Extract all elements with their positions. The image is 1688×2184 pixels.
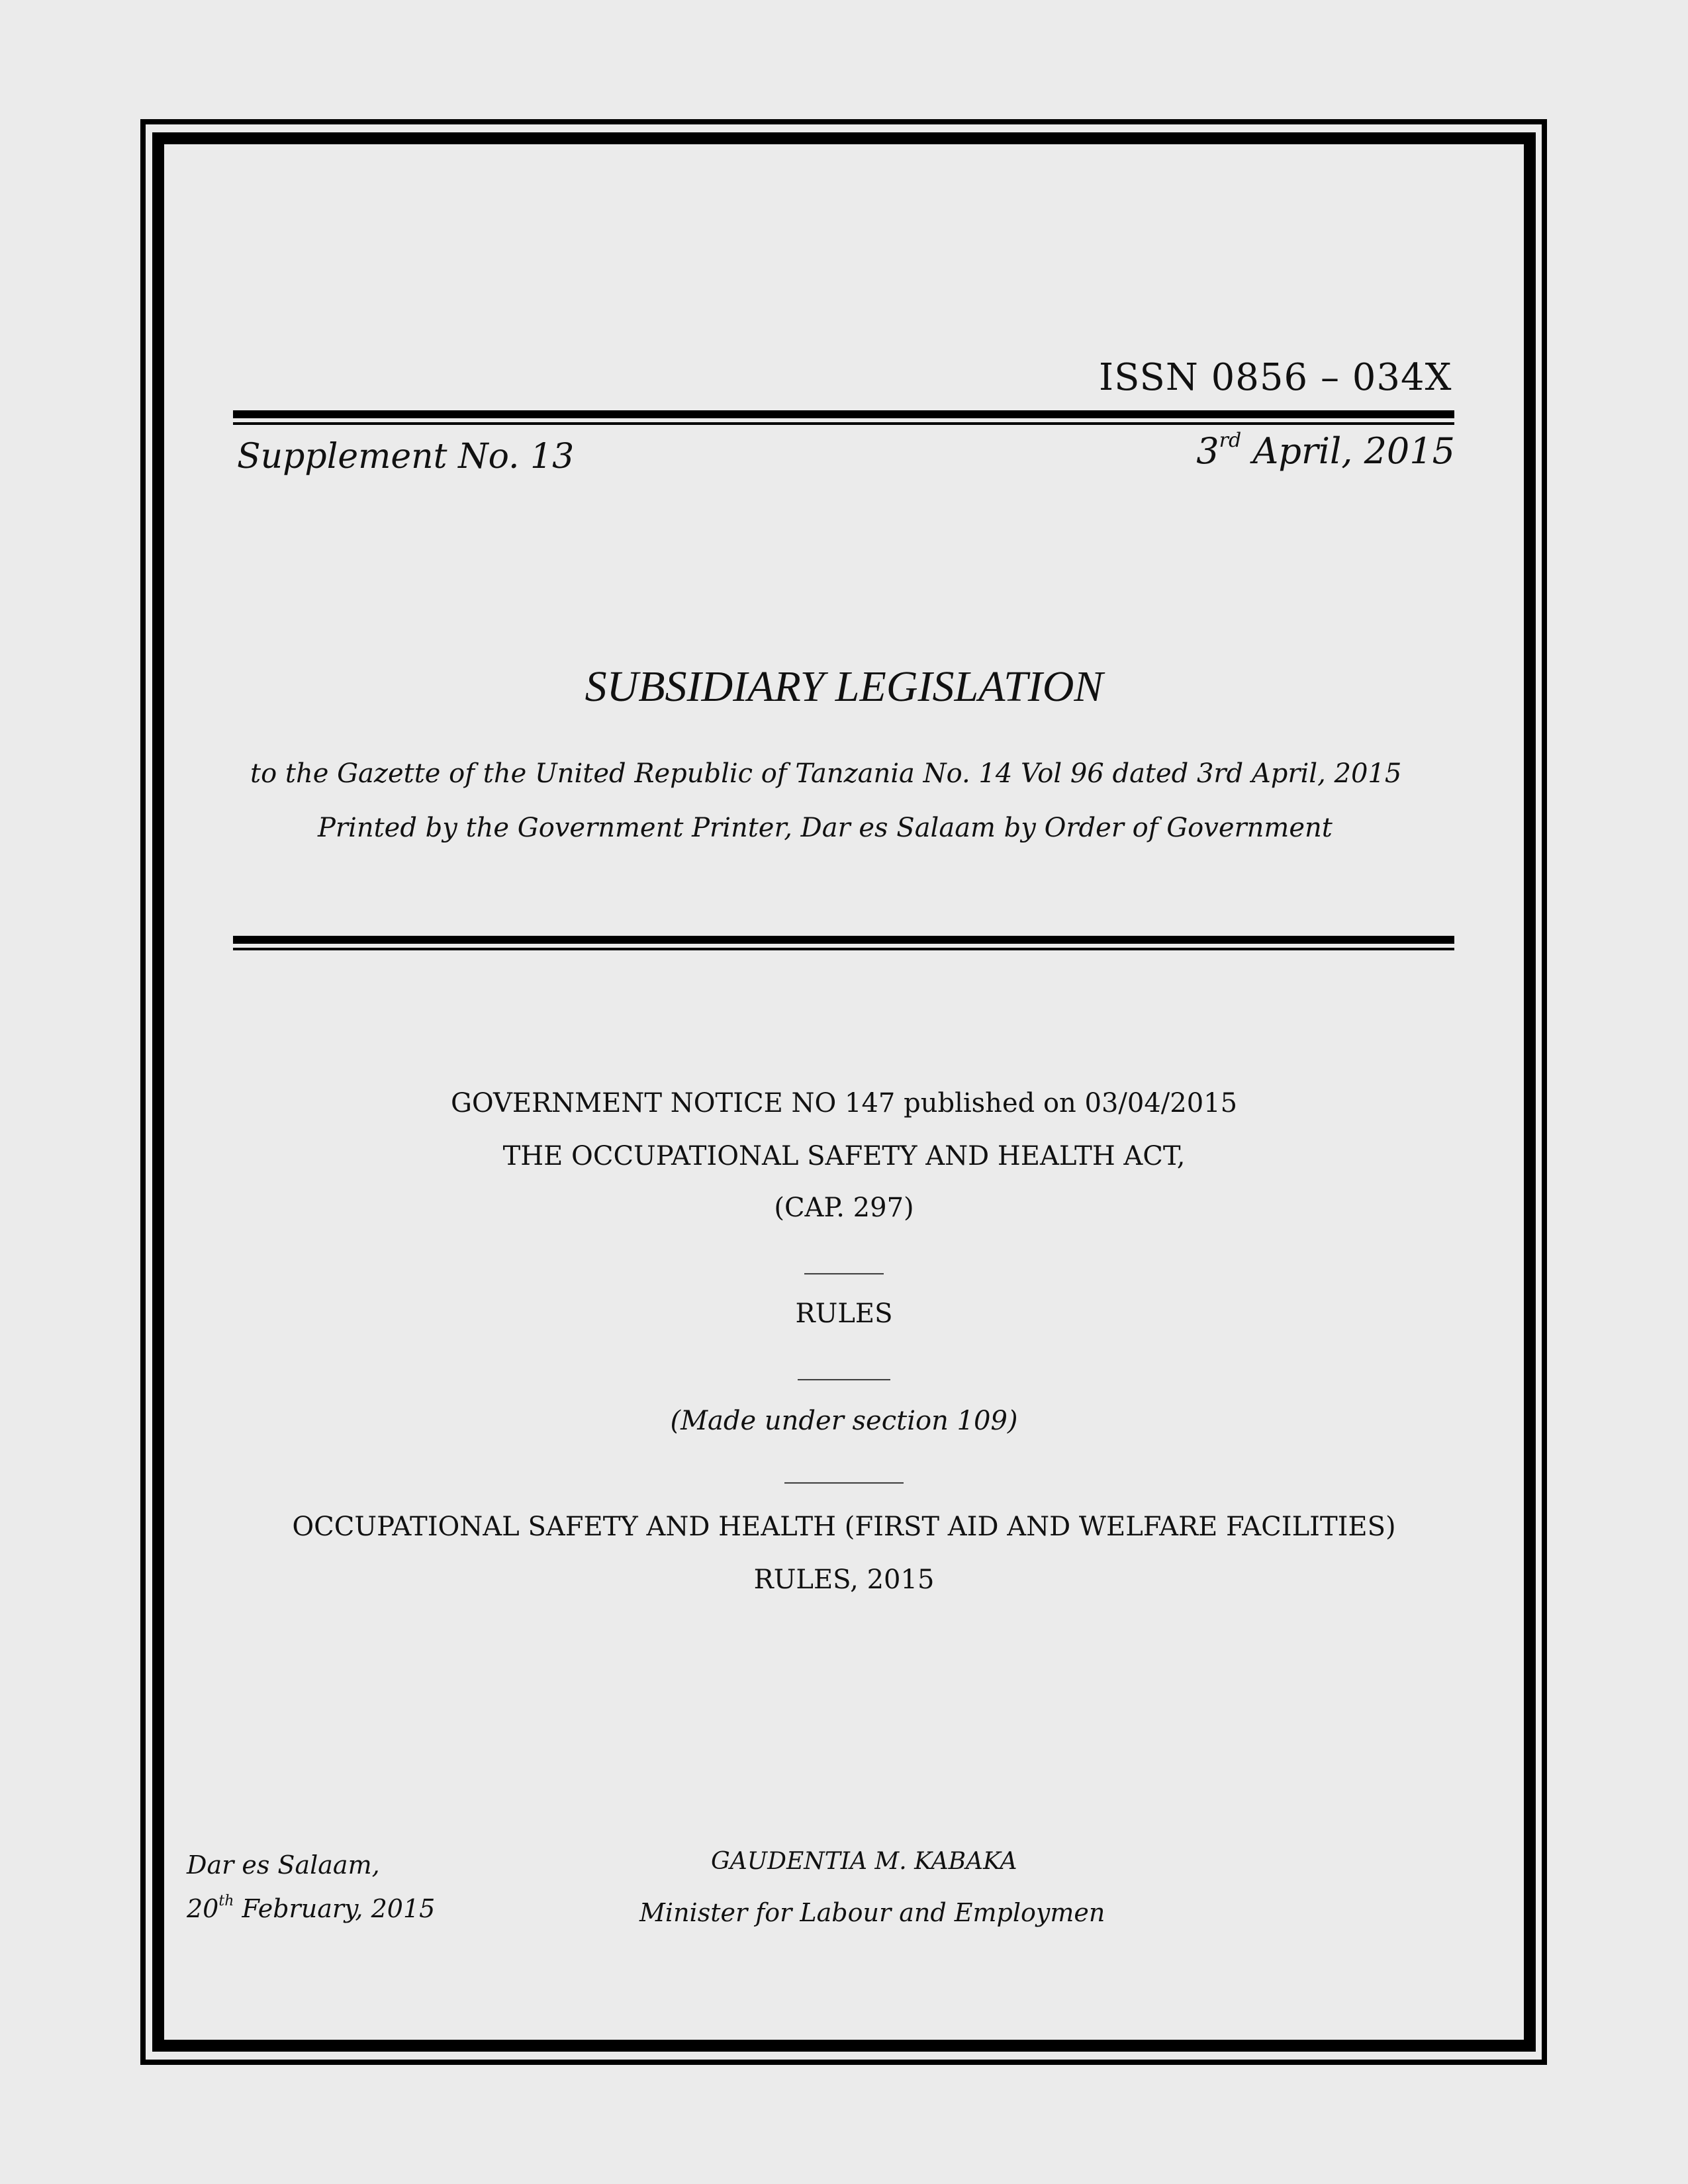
signing-date-day: 20: [187, 1894, 219, 1923]
gazette-reference: to the Gazette of the United Republic of Tanzania No. 14 Vol 96 dated 3rd April, 2015: [250, 758, 1402, 789]
signatory-title: Minister for Labour and Employmen: [639, 1898, 1105, 1927]
signing-place: Dar es Salaam,: [187, 1850, 380, 1880]
issue-date-day: 3: [1196, 430, 1219, 472]
separator-2: _______: [798, 1350, 890, 1381]
act-chapter: (CAP. 297): [774, 1193, 914, 1223]
signing-date: [187, 1894, 435, 1923]
rules-heading: RULES: [795, 1298, 893, 1329]
act-name: THE OCCUPATIONAL SAFETY AND HEALTH ACT,: [502, 1141, 1186, 1171]
signatory-name: GAUDENTIA M. KABAKA: [711, 1848, 1017, 1875]
issue-date-rest: April, 2015: [1241, 430, 1455, 472]
made-under-section: (Made under section 109): [670, 1406, 1018, 1436]
page-title: SUBSIDIARY LEGISLATION: [585, 662, 1103, 711]
issn-number: ISSN 0856 – 034X: [1099, 356, 1452, 399]
issue-date: [1196, 430, 1455, 472]
title-rule: [233, 936, 1454, 950]
separator-1: ______: [804, 1244, 884, 1275]
signing-date-suffix: th: [218, 1893, 234, 1910]
supplement-number: Supplement No. 13: [237, 437, 575, 477]
notice-number: GOVERNMENT NOTICE NO 147 published on 03/04/2015: [450, 1088, 1238, 1118]
signing-date-rest: February, 2015: [234, 1894, 436, 1923]
rules-year: RULES, 2015: [753, 1565, 935, 1595]
separator-3: _________: [784, 1453, 904, 1484]
printer-line: Printed by the Government Printer, Dar es Salaam by Order of Government: [318, 813, 1333, 843]
header-rule: [233, 410, 1454, 425]
rules-title: OCCUPATIONAL SAFETY AND HEALTH (FIRST AID AND WELFARE FACILITIES): [292, 1512, 1396, 1542]
issue-date-suffix: rd: [1219, 429, 1242, 452]
